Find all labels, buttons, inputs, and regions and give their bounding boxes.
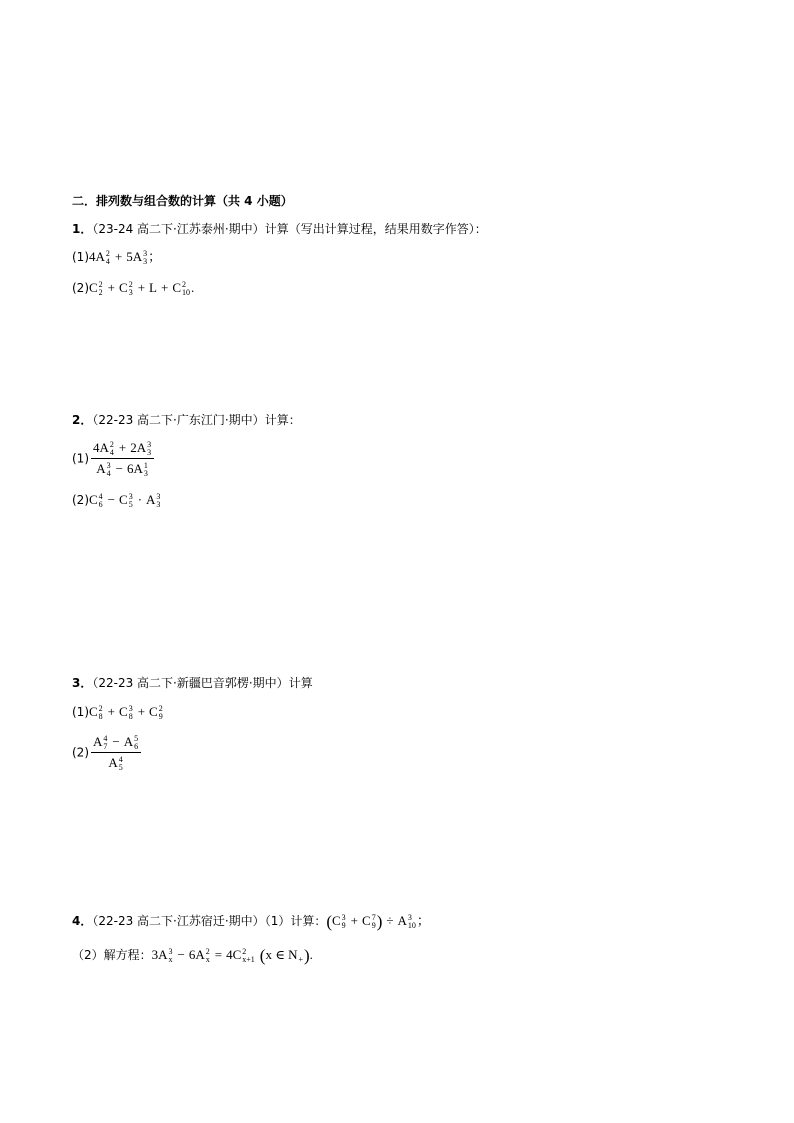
formula [151, 946, 313, 966]
question-source: （22-23 高二下·江苏宿迁·期中） [92, 914, 265, 928]
script [169, 948, 173, 964]
subscript: 5 [128, 500, 133, 510]
question-4-header [72, 912, 430, 931]
operator: − [107, 492, 116, 507]
combination-symbol: C [89, 280, 98, 295]
combination-symbol: C [362, 913, 371, 928]
part-label: （1）计算： [264, 914, 327, 928]
operator: + [107, 280, 116, 295]
script [372, 914, 376, 930]
script [342, 914, 346, 930]
script [134, 735, 138, 751]
part-label: (2) [72, 493, 89, 507]
question-stem: 计算： [264, 413, 301, 427]
question-source: （22-23 高二下·新疆巴音郭楞·期中） [92, 676, 289, 690]
permutation-symbol: A [397, 913, 407, 928]
part-label: (1) [72, 451, 89, 466]
subscript: 3 [143, 257, 148, 267]
subscript: 4 [109, 448, 114, 458]
subscript: 6 [134, 742, 139, 752]
subscript: 9 [371, 921, 376, 931]
permutation-symbol: A [123, 734, 134, 749]
superscript: 2 [98, 704, 103, 714]
operator: − [177, 947, 185, 962]
part-label: (1) [72, 705, 89, 719]
superscript: 2 [105, 249, 110, 259]
superscript: 4 [118, 755, 123, 765]
right-paren: ) [376, 912, 383, 932]
part-label: （2）解方程： [72, 948, 152, 962]
superscript: 5 [134, 734, 139, 744]
operator: · [137, 492, 143, 507]
permutation-symbol: A [146, 492, 156, 507]
combination-symbol: C [119, 704, 128, 719]
numerator [91, 439, 154, 459]
superscript: 2 [98, 280, 103, 290]
superscript: 2 [158, 704, 163, 714]
script [119, 756, 123, 772]
punctuation: ； [416, 913, 430, 928]
subscript: x+1 [242, 955, 255, 965]
combination-symbol: C [89, 492, 98, 507]
combination-symbol: C [119, 492, 128, 507]
superscript: 4 [103, 734, 108, 744]
operator: + [137, 280, 146, 295]
question-source: （23-24 高二下·江苏泰州·期中） [92, 222, 265, 236]
formula [89, 492, 161, 510]
part-label: (2) [72, 281, 89, 295]
punctuation: . [309, 947, 313, 962]
question-number: 3． [72, 676, 93, 690]
part-label: (2) [72, 745, 89, 760]
superscript: 3 [168, 947, 173, 957]
script [242, 948, 255, 964]
script [159, 705, 163, 721]
permutation-symbol: A [99, 440, 109, 455]
coefficient: 3 [151, 947, 159, 962]
formula [326, 912, 430, 932]
combination-symbol: C [232, 947, 242, 962]
subscript: 9 [341, 921, 346, 931]
operator: + [107, 704, 116, 719]
coefficient: 4 [93, 440, 100, 455]
script [144, 462, 148, 478]
operator: ÷ [386, 913, 394, 928]
operator: + [118, 440, 127, 455]
script [408, 914, 416, 930]
operator: + [160, 280, 169, 295]
script [129, 705, 133, 721]
subscript: 8 [98, 712, 103, 722]
combination-symbol: C [332, 913, 341, 928]
operator: + [137, 704, 146, 719]
superscript: 2 [205, 947, 210, 957]
subscript: 3 [156, 500, 161, 510]
combination-symbol: C [119, 280, 128, 295]
superscript: 3 [143, 249, 148, 259]
subscript: 8 [128, 712, 133, 722]
operator: + [114, 249, 123, 264]
question-number: 2． [72, 413, 93, 427]
fraction [91, 733, 141, 772]
operator: = [214, 947, 223, 962]
script [99, 705, 103, 721]
question-4-part-2 [72, 946, 313, 965]
subscript: 3 [143, 469, 148, 479]
superscript: 2 [242, 947, 247, 957]
subscript: x [205, 955, 210, 965]
subscript: 9 [158, 712, 163, 722]
coefficient: 2 [130, 440, 137, 455]
question-stem: 计算（写出计算过程，结果用数字作答）： [264, 222, 487, 236]
script [99, 493, 103, 509]
question-1-part-2 [72, 279, 194, 298]
permutation-symbol: A [133, 461, 143, 477]
subscript: 2 [98, 288, 103, 298]
permutation-symbol: A [96, 461, 106, 477]
permutation-symbol: A [93, 734, 103, 749]
script [182, 281, 190, 297]
question-stem: 计算 [288, 676, 313, 690]
combination-symbol: C [149, 704, 158, 719]
coefficient: 4 [226, 947, 233, 962]
coefficient: 5 [126, 249, 133, 264]
permutation-symbol: A [195, 947, 205, 962]
subscript: + [298, 955, 303, 965]
coefficient: 6 [188, 947, 196, 962]
script [156, 493, 160, 509]
superscript: 3 [156, 492, 161, 502]
superscript: 2 [128, 280, 133, 290]
ellipsis: L [149, 280, 157, 295]
right-paren: ) [304, 946, 310, 966]
permutation-symbol: A [95, 249, 105, 264]
left-paren: ( [259, 946, 266, 966]
script [103, 735, 107, 751]
question-3-part-1 [72, 703, 164, 722]
subscript: 4 [105, 257, 110, 267]
permutation-symbol: A [136, 440, 147, 455]
punctuation: ； [148, 249, 162, 264]
subscript: 3 [128, 288, 133, 298]
formula [89, 704, 164, 722]
combination-symbol: C [172, 280, 181, 295]
superscript: 3 [128, 704, 133, 714]
punctuation: . [191, 280, 195, 295]
superscript: 1 [143, 461, 148, 471]
question-number: 1． [72, 222, 93, 236]
script [110, 441, 114, 457]
script [147, 441, 151, 457]
permutation-symbol: A [132, 249, 143, 264]
question-2-header [72, 411, 301, 429]
question-3-part-2 [72, 733, 141, 772]
subscript: 6 [98, 500, 103, 510]
permutation-symbol: A [158, 947, 168, 962]
script [298, 948, 303, 964]
question-2-part-2 [72, 491, 161, 510]
superscript: 3 [407, 913, 412, 923]
coefficient: 4 [89, 249, 96, 264]
subscript: 10 [407, 921, 416, 931]
superscript: 2 [109, 440, 114, 450]
subscript: x [168, 955, 173, 965]
subscript: 5 [118, 763, 123, 773]
question-1-part-1 [72, 248, 161, 267]
subscript: 3 [147, 448, 152, 458]
question-source: （22-23 高二下·广东江门·期中） [92, 413, 265, 427]
operator: − [112, 734, 120, 749]
script [143, 250, 147, 266]
operator: + [350, 913, 359, 928]
script [99, 281, 103, 297]
question-number: 4． [72, 914, 93, 928]
coefficient: 6 [126, 461, 134, 477]
superscript: 7 [371, 913, 376, 923]
script [107, 462, 111, 478]
superscript: 3 [106, 461, 111, 471]
superscript: 4 [98, 492, 103, 502]
question-3-header [72, 674, 313, 692]
superscript: 3 [128, 492, 133, 502]
subscript: 4 [106, 469, 111, 479]
denominator [91, 459, 154, 478]
script [129, 493, 133, 509]
section-title: 二．排列数与组合数的计算（共 4 小题） [72, 194, 293, 208]
part-label: (1) [72, 250, 89, 264]
script [129, 281, 133, 297]
subscript: 7 [103, 742, 108, 752]
fraction [91, 439, 154, 478]
combination-symbol: C [89, 704, 98, 719]
question-2-part-1 [72, 439, 154, 478]
question-1-header [72, 220, 487, 238]
superscript: 3 [147, 440, 152, 450]
script [206, 948, 210, 964]
denominator [91, 753, 141, 772]
superscript: 3 [341, 913, 346, 923]
script [106, 250, 110, 266]
domain-condition: x ∈ N [265, 947, 298, 962]
numerator [91, 733, 141, 753]
left-paren: ( [326, 912, 332, 932]
formula [89, 280, 195, 298]
formula [89, 249, 162, 267]
superscript: 2 [182, 280, 186, 290]
operator: − [115, 461, 123, 477]
subscript: 10 [182, 288, 190, 298]
permutation-symbol: A [108, 755, 118, 771]
